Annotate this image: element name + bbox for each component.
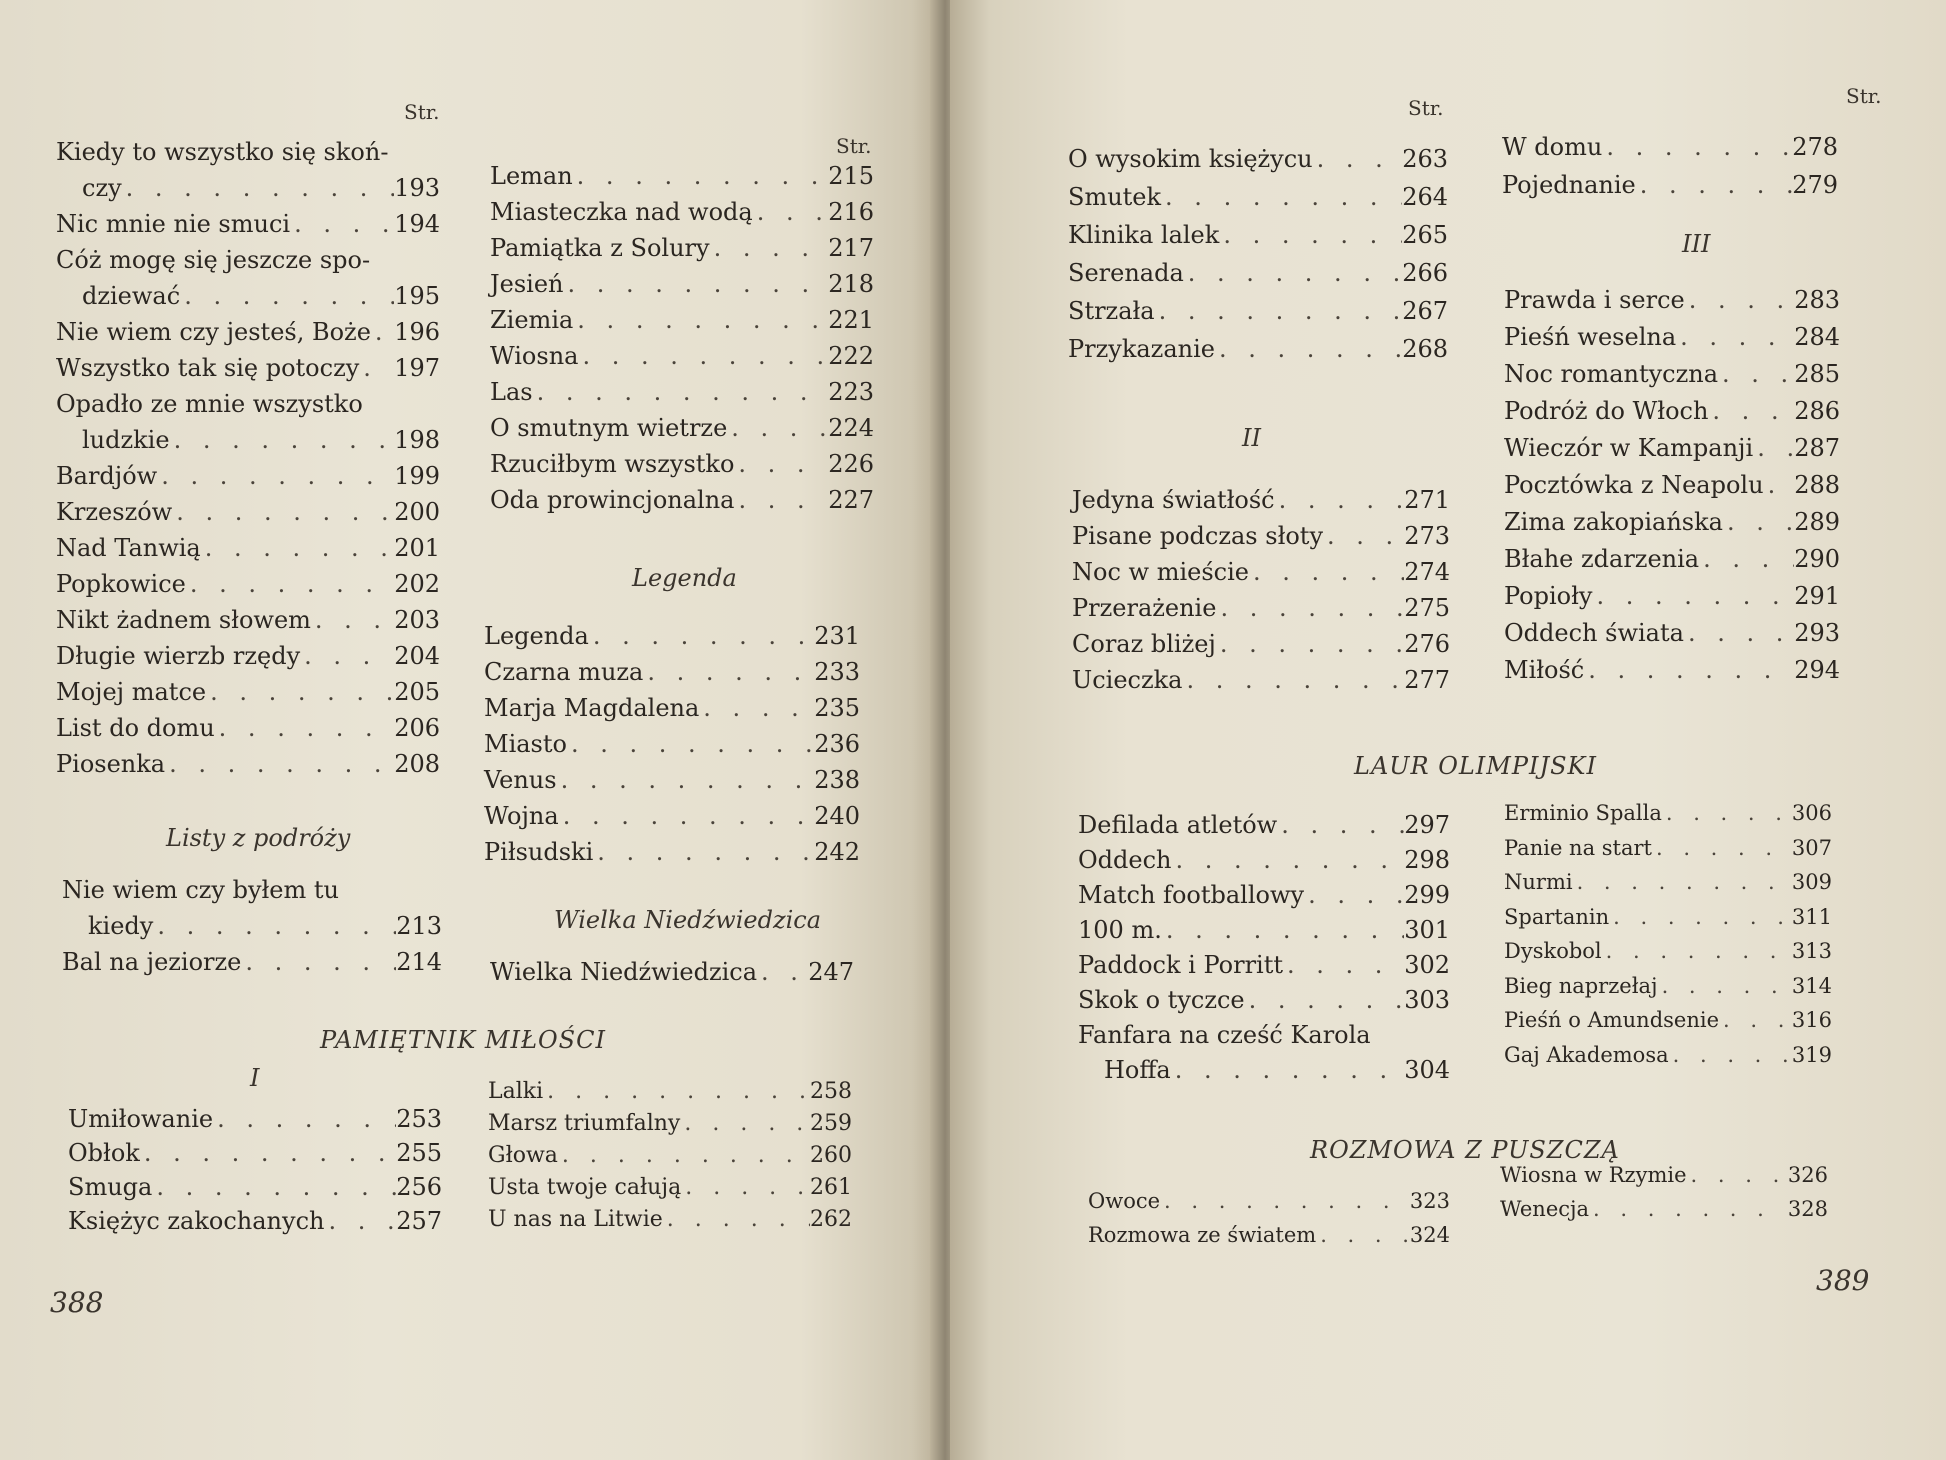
right-col1-list4	[1088, 1184, 1450, 1252]
toc-entry: Nic mnie nie smuci . . . 194	[56, 206, 440, 242]
toc-entry: Nad Tanwią . . . 201	[56, 530, 440, 566]
toc-entry: Pisane podczas słoty . . . 273	[1072, 518, 1450, 554]
toc-entry: Spartanin . . . 311	[1504, 900, 1832, 935]
toc-entry: kiedy . . . 213	[62, 908, 442, 944]
str-header: Str.	[836, 134, 872, 158]
left-col1-list3	[68, 1102, 442, 1238]
toc-entry: Wiosna . . . 222	[490, 338, 874, 374]
left-col2-list3	[490, 954, 854, 990]
toc-entry: Podróż do Włoch . . . 286	[1504, 393, 1840, 430]
toc-entry: Opadło ze mnie wszystko	[56, 390, 363, 418]
toc-entry: Długie wierzb rzędy . . . 204	[56, 638, 440, 674]
toc-entry: Pamiątka z Solury . . . 217	[490, 230, 874, 266]
toc-entry: Pieśń weselna . . . 284	[1504, 319, 1840, 356]
toc-entry: Marja Magdalena . . . 235	[484, 690, 860, 726]
toc-entry: Przykazanie . . . 268	[1068, 330, 1448, 368]
toc-entry: Popioły . . . 291	[1504, 578, 1840, 615]
toc-entry: Smuga . . . 256	[68, 1170, 442, 1204]
section-heading: Wielka Niedźwiedzica	[554, 906, 822, 934]
right-col1-list2	[1072, 482, 1450, 698]
right-page	[950, 0, 1946, 1460]
toc-entry: O wysokim księżycu . . . 263	[1068, 140, 1448, 178]
toc-entry: Ziemia . . . 221	[490, 302, 874, 338]
toc-entry: Wiosna w Rzymie . . . 326	[1500, 1158, 1828, 1192]
section-heading: ROZMOWA Z PUSZCZĄ	[1310, 1136, 1620, 1164]
toc-entry: Noc w mieście . . . 274	[1072, 554, 1450, 590]
section-heading: Listy z podróży	[166, 824, 351, 852]
left-col2-list2	[484, 618, 860, 870]
toc-entry: Bieg naprzełaj . . . 314	[1504, 969, 1832, 1004]
section-heading: Legenda	[632, 564, 737, 592]
toc-entry: Mojej matce . . . 205	[56, 674, 440, 710]
toc-entry: Prawda i serce . . . 283	[1504, 282, 1840, 319]
toc-entry: Rozmowa ze światem . . . 324	[1088, 1218, 1450, 1252]
left-col1-list	[56, 134, 440, 782]
toc-entry: Jedyna światłość . . . 271	[1072, 482, 1450, 518]
toc-entry: Nie wiem czy byłem tu	[62, 876, 339, 904]
page-number: 389	[1816, 1264, 1870, 1297]
toc-entry: Leman . . . 215	[490, 158, 874, 194]
page-number: 388	[50, 1286, 104, 1319]
toc-entry: Noc romantyczna . . . 285	[1504, 356, 1840, 393]
toc-entry: Oddech . . . 298	[1078, 843, 1450, 878]
toc-entry: Piosenka . . . 208	[56, 746, 440, 782]
toc-entry: Wielka Niedźwiedzica . . . 247	[490, 954, 854, 990]
toc-entry: Miasteczka nad wodą . . . 216	[490, 194, 874, 230]
toc-entry: Panie na start . . . 307	[1504, 831, 1832, 866]
toc-entry: Przerażenie . . . 275	[1072, 590, 1450, 626]
toc-entry: Krzeszów . . . 200	[56, 494, 440, 530]
toc-entry: Jesień . . . 218	[490, 266, 874, 302]
toc-entry: ludzkie . . . 198	[56, 422, 440, 458]
right-col2-list4	[1500, 1158, 1828, 1226]
toc-entry: 100 m. . . . 301	[1078, 913, 1450, 948]
toc-entry: Usta twoje całują . . . 261	[488, 1172, 852, 1204]
toc-entry: Klinika lalek . . . 265	[1068, 216, 1448, 254]
toc-entry: Marsz triumfalny . . . 259	[488, 1108, 852, 1140]
toc-entry: Miłość . . . 294	[1504, 652, 1840, 689]
toc-entry: O smutnym wietrze . . . 224	[490, 410, 874, 446]
toc-entry: Zima zakopiańska . . . 289	[1504, 504, 1840, 541]
toc-entry: Cóż mogę się jeszcze spo-	[56, 246, 371, 274]
toc-entry: Venus . . . 238	[484, 762, 860, 798]
str-header: Str.	[1408, 96, 1444, 120]
left-col1-list2	[62, 872, 442, 980]
right-col1-list3	[1078, 808, 1450, 1088]
str-header: Str.	[404, 100, 440, 124]
toc-entry: List do domu . . . 206	[56, 710, 440, 746]
toc-entry: Nie wiem czy jesteś, Boże . . . 196	[56, 314, 440, 350]
toc-entry: Serenada . . . 266	[1068, 254, 1448, 292]
toc-entry: Głowa . . . 260	[488, 1140, 852, 1172]
toc-entry: Gaj Akademosa . . . 319	[1504, 1038, 1832, 1073]
toc-entry: Kiedy to wszystko się skoń-	[56, 138, 389, 166]
toc-entry: Pieśń o Amundsenie . . . 316	[1504, 1003, 1832, 1038]
toc-entry: Coraz bliżej . . . 276	[1072, 626, 1450, 662]
roman-numeral: II	[1242, 424, 1261, 452]
right-col2-list	[1502, 128, 1838, 204]
toc-entry: Ucieczka . . . 277	[1072, 662, 1450, 698]
toc-entry: Obłok . . . 255	[68, 1136, 442, 1170]
toc-entry: Oddech świata . . . 293	[1504, 615, 1840, 652]
toc-entry: czy . . . 193	[56, 170, 440, 206]
toc-entry: Fanfara na cześć Karola	[1078, 1021, 1371, 1049]
toc-entry: W domu . . . 278	[1502, 128, 1838, 166]
toc-entry: Nikt żadnem słowem . . . 203	[56, 602, 440, 638]
toc-entry: Miasto . . . 236	[484, 726, 860, 762]
left-col2-list4	[488, 1076, 852, 1236]
toc-entry: Błahe zdarzenia . . . 290	[1504, 541, 1840, 578]
toc-entry: Bardjów . . . 199	[56, 458, 440, 494]
toc-entry: Lalki . . . 258	[488, 1076, 852, 1108]
toc-entry: Erminio Spalla . . . 306	[1504, 796, 1832, 831]
toc-entry: Hoffa . . . 304	[1078, 1053, 1450, 1088]
toc-entry: dziewać . . . 195	[56, 278, 440, 314]
str-header: Str.	[1846, 84, 1882, 108]
roman-numeral: III	[1682, 230, 1711, 258]
toc-entry: Defilada atletów . . . 297	[1078, 808, 1450, 843]
left-col2-list	[490, 158, 874, 518]
toc-entry: Pojednanie . . . 279	[1502, 166, 1838, 204]
section-heading: PAMIĘTNIK MIŁOŚCI	[320, 1026, 606, 1054]
toc-entry: Legenda . . . 231	[484, 618, 860, 654]
toc-entry: Bal na jeziorze . . . 214	[62, 944, 442, 980]
toc-entry: Wojna . . . 240	[484, 798, 860, 834]
toc-entry: Nurmi . . . 309	[1504, 865, 1832, 900]
toc-entry: Las . . . 223	[490, 374, 874, 410]
toc-entry: Strzała . . . 267	[1068, 292, 1448, 330]
toc-entry: Popkowice . . . 202	[56, 566, 440, 602]
toc-entry: Rzuciłbym wszystko . . . 226	[490, 446, 874, 482]
toc-entry: Wszystko tak się potoczy . . . 197	[56, 350, 440, 386]
right-col2-list2	[1504, 282, 1840, 689]
toc-entry: Dyskobol . . . 313	[1504, 934, 1832, 969]
toc-entry: Owoce . . . 323	[1088, 1184, 1450, 1218]
toc-entry: Match footballowy . . . 299	[1078, 878, 1450, 913]
toc-entry: Umiłowanie . . . 253	[68, 1102, 442, 1136]
left-page	[0, 0, 940, 1460]
toc-entry: Smutek . . . 264	[1068, 178, 1448, 216]
section-heading: LAUR OLIMPIJSKI	[1354, 752, 1597, 780]
toc-entry: Paddock i Porritt . . . 302	[1078, 948, 1450, 983]
toc-entry: Pocztówka z Neapolu . . . 288	[1504, 467, 1840, 504]
roman-numeral: I	[250, 1064, 260, 1092]
toc-entry: Księżyc zakochanych . . . 257	[68, 1204, 442, 1238]
right-col2-list3	[1504, 796, 1832, 1072]
right-col1-list	[1068, 140, 1448, 368]
toc-entry: Wenecja . . . 328	[1500, 1192, 1828, 1226]
toc-entry: Skok o tyczce . . . 303	[1078, 983, 1450, 1018]
toc-entry: Czarna muza . . . 233	[484, 654, 860, 690]
toc-entry: Wieczór w Kampanji . . . 287	[1504, 430, 1840, 467]
toc-entry: Piłsudski . . . 242	[484, 834, 860, 870]
toc-entry: Oda prowincjonalna . . . 227	[490, 482, 874, 518]
toc-entry: U nas na Litwie . . . 262	[488, 1204, 852, 1236]
